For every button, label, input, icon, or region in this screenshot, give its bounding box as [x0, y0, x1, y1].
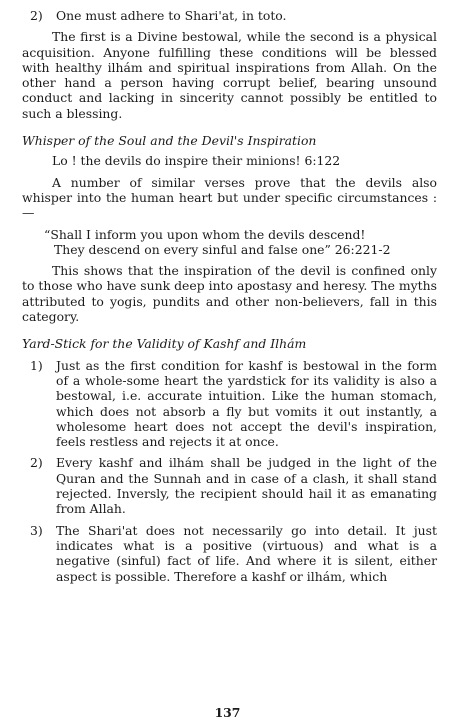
- point-number: 1): [30, 357, 43, 373]
- point-text: Just as the first condition for kashf is bestowal in the form of a whole-some heart the yardstick for its validity is also a bestowal, i.e. accurate intuition. Like the human stomach, which does not absorb a fly but vomits it out instantly, a wholesome heart does not accept the devil's inspiration, feels restless and rejects it at once.: [56, 357, 437, 450]
- point-text: Every kashf and ilhám shall be judged in the light of the Quran and the Sunnah and in case of a clash, it shall stand rejected. Inversly, the recipient should hail it as emanating from Allah.: [56, 455, 437, 517]
- numbered-point: [22, 8, 437, 23]
- point-number: 2): [30, 455, 43, 471]
- numbered-point: [22, 358, 437, 450]
- verse: Lo ! the devils do inspire their minions! 6:122: [52, 153, 341, 169]
- paragraph: A number of similar verses prove that the devils also whisper into the human heart but under specific circumstances :—: [22, 174, 437, 221]
- page-number: 137: [214, 705, 241, 720]
- quotation: [22, 227, 437, 258]
- paragraph: This shows that the inspiration of the devil is confined only to those who have sunk deep into apostasy and heresy. The myths attributed to yogis, pundits and other non-believers, fall in this category.: [22, 263, 437, 325]
- quote-line: They descend on every sinful and false one” 26:221-2: [54, 241, 391, 257]
- quote-line: “Shall I inform you upon whom the devils descend!: [44, 226, 366, 242]
- point-number: 2): [30, 8, 43, 23]
- numbered-point: [22, 523, 437, 584]
- paragraph: The first is a Divine bestowal, while the second is a physical acquisition. Anyone fulfilling these conditions will be blessed with healthy ilhám and spiritual inspirations from Allah. On the other hand a person having corrupt belief, bearing unsound conduct and lacking in sincerity cannot possibly be entitled to such a blessing.: [22, 29, 437, 121]
- point-number: 3): [30, 522, 43, 538]
- point-text: One must adhere to Shari'at, in toto.: [56, 8, 287, 23]
- numbered-point: [22, 455, 437, 516]
- section-heading: Yard-Stick for the Validity of Kashf and Ilhám: [22, 336, 307, 352]
- section-heading: Whisper of the Soul and the Devil's Inspiration: [22, 133, 317, 149]
- page-body: [22, 8, 437, 584]
- point-text: The Shari'at does not necessarily go into detail. It just indicates what is a positive (virtuous) and what is a negative (sinful) fact of life. And where it is silent, either aspect is possible. Therefore a kashf or ilhám, which: [56, 522, 437, 584]
